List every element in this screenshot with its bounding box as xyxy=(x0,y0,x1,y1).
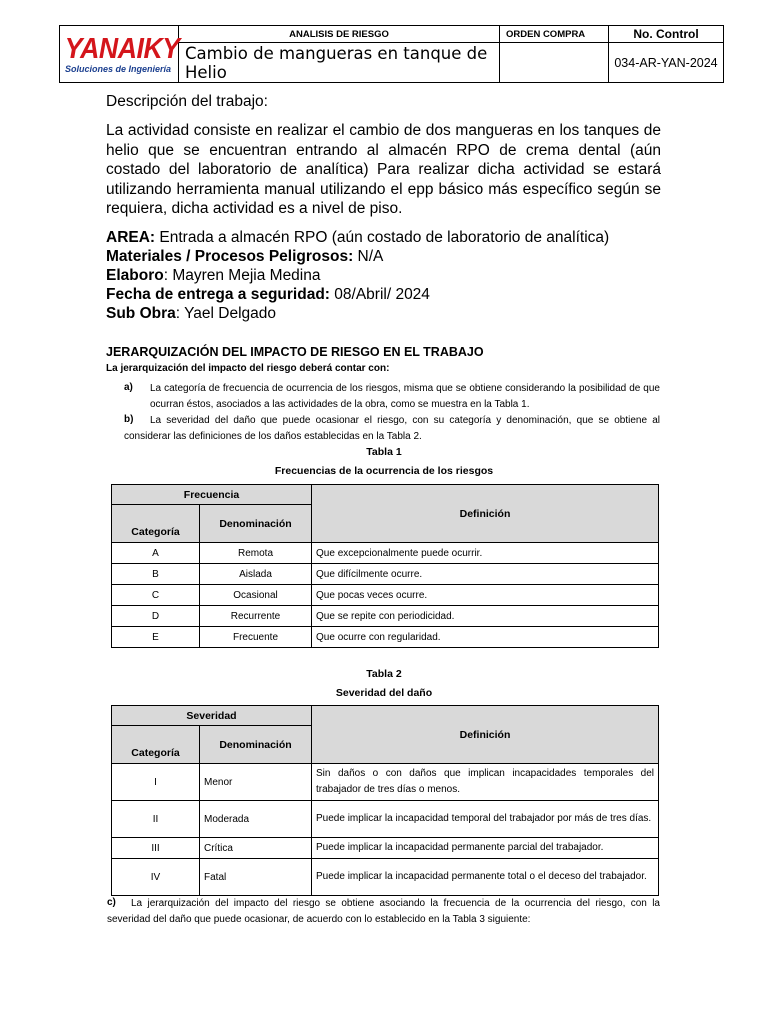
tabla1-cell-cat: C xyxy=(112,585,200,606)
tabla1-cell-den: Aislada xyxy=(200,564,312,585)
header-orden-label: ORDEN COMPRA xyxy=(500,26,609,43)
elaboro-label: Elaboro xyxy=(106,267,164,284)
tabla2-cell-cat: IV xyxy=(112,859,200,896)
tabla1-cell-cat: E xyxy=(112,627,200,648)
tabla2-col-categoria: Categoría xyxy=(112,726,200,764)
tabla1-cell-den: Remota xyxy=(200,543,312,564)
tabla2-caption: Tabla 2 xyxy=(366,668,402,680)
document-title: Cambio de mangueras en tanque de Helio xyxy=(179,43,500,83)
tabla2-title: Severidad del daño xyxy=(335,687,433,699)
materiales-line xyxy=(106,247,661,267)
table-row xyxy=(112,606,659,627)
item-a-text: La categoría de frecuencia de ocurrencia de los riesgos, misma que se obtiene considerando la posibilidad de que ocurran éstos, asociados a las actividades de la obra, como se muestra en la Tabla 1. xyxy=(150,383,660,410)
tabla1-frecuencias xyxy=(111,484,659,648)
tabla1-cell-def: Que difícilmente ocurre. xyxy=(312,564,659,585)
document-header xyxy=(59,25,724,83)
table-row xyxy=(112,801,659,838)
descripcion-text: La actividad consiste en realizar el cambio de dos mangueras en los tanques de helio que se encuentran entrando al almacén RPO de crema dental (aún costado del laboratorio de analítica) Para realizar dicha actividad se estará utilizando herramienta manual utilizando el epp básico más específico según se requiera, dicha actividad es a nivel de piso. xyxy=(106,122,661,217)
item-a-letter: a) xyxy=(124,382,133,393)
logo-tagline: Soluciones de Ingeniería xyxy=(65,63,172,74)
fecha-label: Fecha de entrega a seguridad: xyxy=(106,286,330,303)
tabla1-col-definicion: Definición xyxy=(312,485,659,543)
subobra-value: : Yael Delgado xyxy=(175,305,277,322)
item-b-letter: b) xyxy=(124,414,134,425)
tabla2-cell-def: Puede implicar la incapacidad temporal del trabajador por más de tres días. xyxy=(312,801,659,838)
tabla2-cell-def: Puede implicar la incapacidad permanente parcial del trabajador. xyxy=(312,838,659,859)
table-row xyxy=(112,859,659,896)
subobra-line xyxy=(106,304,661,324)
materiales-value: N/A xyxy=(353,248,384,265)
area-value: Entrada a almacén RPO (aún costado de laboratorio de analítica) xyxy=(155,229,610,246)
tabla2-cell-den: Crítica xyxy=(200,838,312,859)
tabla1-cell-def: Que se repite con periodicidad. xyxy=(312,606,659,627)
tabla2-cell-cat: III xyxy=(112,838,200,859)
table-row xyxy=(112,627,659,648)
table-row xyxy=(112,585,659,606)
tabla2-col-definicion: Definición xyxy=(312,706,659,764)
item-c-text: La jerarquización del impacto del riesgo se obtiene asociando la frecuencia de la ocurrencia del riesgo, con la severidad del daño que puede ocasionar, de acuerdo con lo establecido en la Tabla 3 siguiente: xyxy=(107,898,660,925)
table-row xyxy=(112,564,659,585)
elaboro-line xyxy=(106,266,661,286)
section-subtitle: La jerarquización del impacto del riesgo deberá contar con: xyxy=(106,363,390,374)
tabla1-cell-den: Recurrente xyxy=(200,606,312,627)
elaboro-value: : Mayren Mejia Medina xyxy=(163,267,321,284)
section-title: JERARQUIZACIÓN DEL IMPACTO DE RIESGO EN EL TRABAJO xyxy=(106,345,484,359)
tabla2-severidad xyxy=(111,705,659,896)
item-b-text: La severidad del daño que puede ocasionar el riesgo, con su categoría y denominación, que se obtiene al considerar las definiciones de los daños establecidas en la Tabla 2. xyxy=(124,415,660,442)
tabla2-cell-den: Moderada xyxy=(200,801,312,838)
logo-wordmark: YANAIKY xyxy=(64,32,180,65)
tabla1-cell-den: Ocasional xyxy=(200,585,312,606)
tabla2-cell-def: Puede implicar la incapacidad permanente total o el deceso del trabajador. xyxy=(312,859,659,896)
tabla2-group-header: Severidad xyxy=(112,706,312,726)
tabla1-cell-den: Frecuente xyxy=(200,627,312,648)
table-row xyxy=(112,764,659,801)
descripcion-label: Descripción del trabajo: xyxy=(106,93,268,110)
company-logo xyxy=(60,26,179,83)
tabla2-cell-den: Menor xyxy=(200,764,312,801)
tabla1-cell-def: Que pocas veces ocurre. xyxy=(312,585,659,606)
header-analisis-label: ANALISIS DE RIESGO xyxy=(179,26,500,43)
tabla2-cell-cat: I xyxy=(112,764,200,801)
tabla2-cell-cat: II xyxy=(112,801,200,838)
tabla2-col-denominacion: Denominación xyxy=(200,726,312,764)
tabla1-cell-def: Que excepcionalmente puede ocurrir. xyxy=(312,543,659,564)
subobra-label: Sub Obra xyxy=(106,305,176,322)
tabla1-col-denominacion: Denominación xyxy=(200,505,312,543)
orden-compra-value xyxy=(500,43,609,83)
tabla1-cell-cat: D xyxy=(112,606,200,627)
tabla1-cell-def: Que ocurre con regularidad. xyxy=(312,627,659,648)
tabla2-cell-den: Fatal xyxy=(200,859,312,896)
fecha-line xyxy=(106,285,661,305)
area-label: AREA: xyxy=(106,229,156,246)
materiales-label: Materiales / Procesos Peligrosos: xyxy=(106,248,354,265)
item-c-letter: c) xyxy=(107,897,116,908)
tabla1-col-categoria: Categoría xyxy=(112,505,200,543)
tabla2-cell-def: Sin daños o con daños que implican incapacidades temporales del trabajador de tres días o menos. xyxy=(312,764,659,801)
tabla1-cell-cat: B xyxy=(112,564,200,585)
table-row xyxy=(112,543,659,564)
tabla1-title: Frecuencias de la ocurrencia de los riesgos xyxy=(274,465,494,477)
table-row xyxy=(112,838,659,859)
control-number: 034-AR-YAN-2024 xyxy=(609,43,724,83)
fecha-value: 08/Abril/ 2024 xyxy=(329,286,430,303)
header-control-label: No. Control xyxy=(609,26,724,43)
area-line xyxy=(106,228,661,248)
tabla1-caption: Tabla 1 xyxy=(366,446,402,458)
tabla1-cell-cat: A xyxy=(112,543,200,564)
tabla1-group-header: Frecuencia xyxy=(112,485,312,505)
